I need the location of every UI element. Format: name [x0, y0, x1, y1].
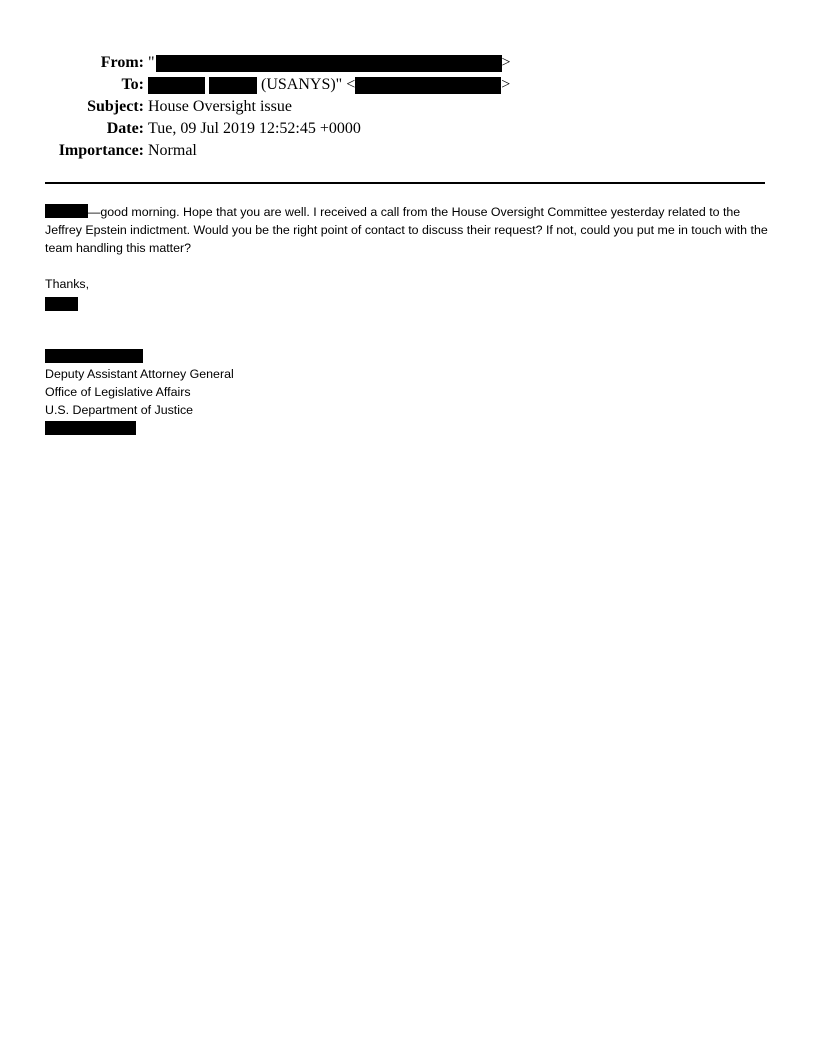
signature-office: Office of Legislative Affairs	[45, 385, 191, 399]
to-close-bracket: >	[501, 76, 511, 93]
redaction-bar	[45, 421, 136, 435]
signature-department: U.S. Department of Justice	[45, 403, 194, 417]
closing: Thanks,	[45, 277, 90, 291]
to-row	[0, 74, 816, 96]
subject-row	[0, 96, 816, 118]
to-label: To:	[121, 76, 144, 93]
redaction-bar	[148, 77, 205, 94]
from-label: From:	[100, 54, 144, 71]
redaction-bar	[156, 55, 502, 72]
redaction-bar	[209, 77, 257, 94]
from-row	[0, 52, 816, 74]
to-middle-text: (USANYS)" <	[257, 76, 356, 93]
subject-label: Subject:	[87, 98, 144, 115]
from-value	[148, 52, 511, 74]
from-open-quote: "	[148, 54, 155, 71]
redaction-bar	[45, 349, 143, 363]
email-header	[0, 52, 816, 162]
redaction-bar	[45, 297, 78, 311]
date-row	[0, 118, 816, 140]
message-text: —good morning. Hope that you are well. I received a call from the House Oversight Committee yesterday related to the Jeffrey Epstein indictment. Would you be the right point of contact to discuss their request? If not, could you put me in touch with the team handling this matter?	[45, 205, 768, 255]
importance-label: Importance:	[58, 142, 144, 159]
importance-value: Normal	[148, 142, 197, 159]
date-value: Tue, 09 Jul 2019 12:52:45 +0000	[148, 120, 361, 137]
date-label: Date:	[106, 120, 144, 137]
redaction-bar	[355, 77, 501, 94]
importance-row	[0, 140, 816, 162]
redaction-bar	[45, 204, 88, 218]
email-body	[45, 203, 770, 435]
signature-title: Deputy Assistant Attorney General	[45, 367, 234, 381]
message-paragraph	[45, 203, 770, 257]
subject-value: House Oversight issue	[148, 98, 292, 115]
header-divider	[45, 182, 765, 184]
to-value	[148, 74, 510, 96]
from-close-bracket: >	[501, 54, 511, 71]
